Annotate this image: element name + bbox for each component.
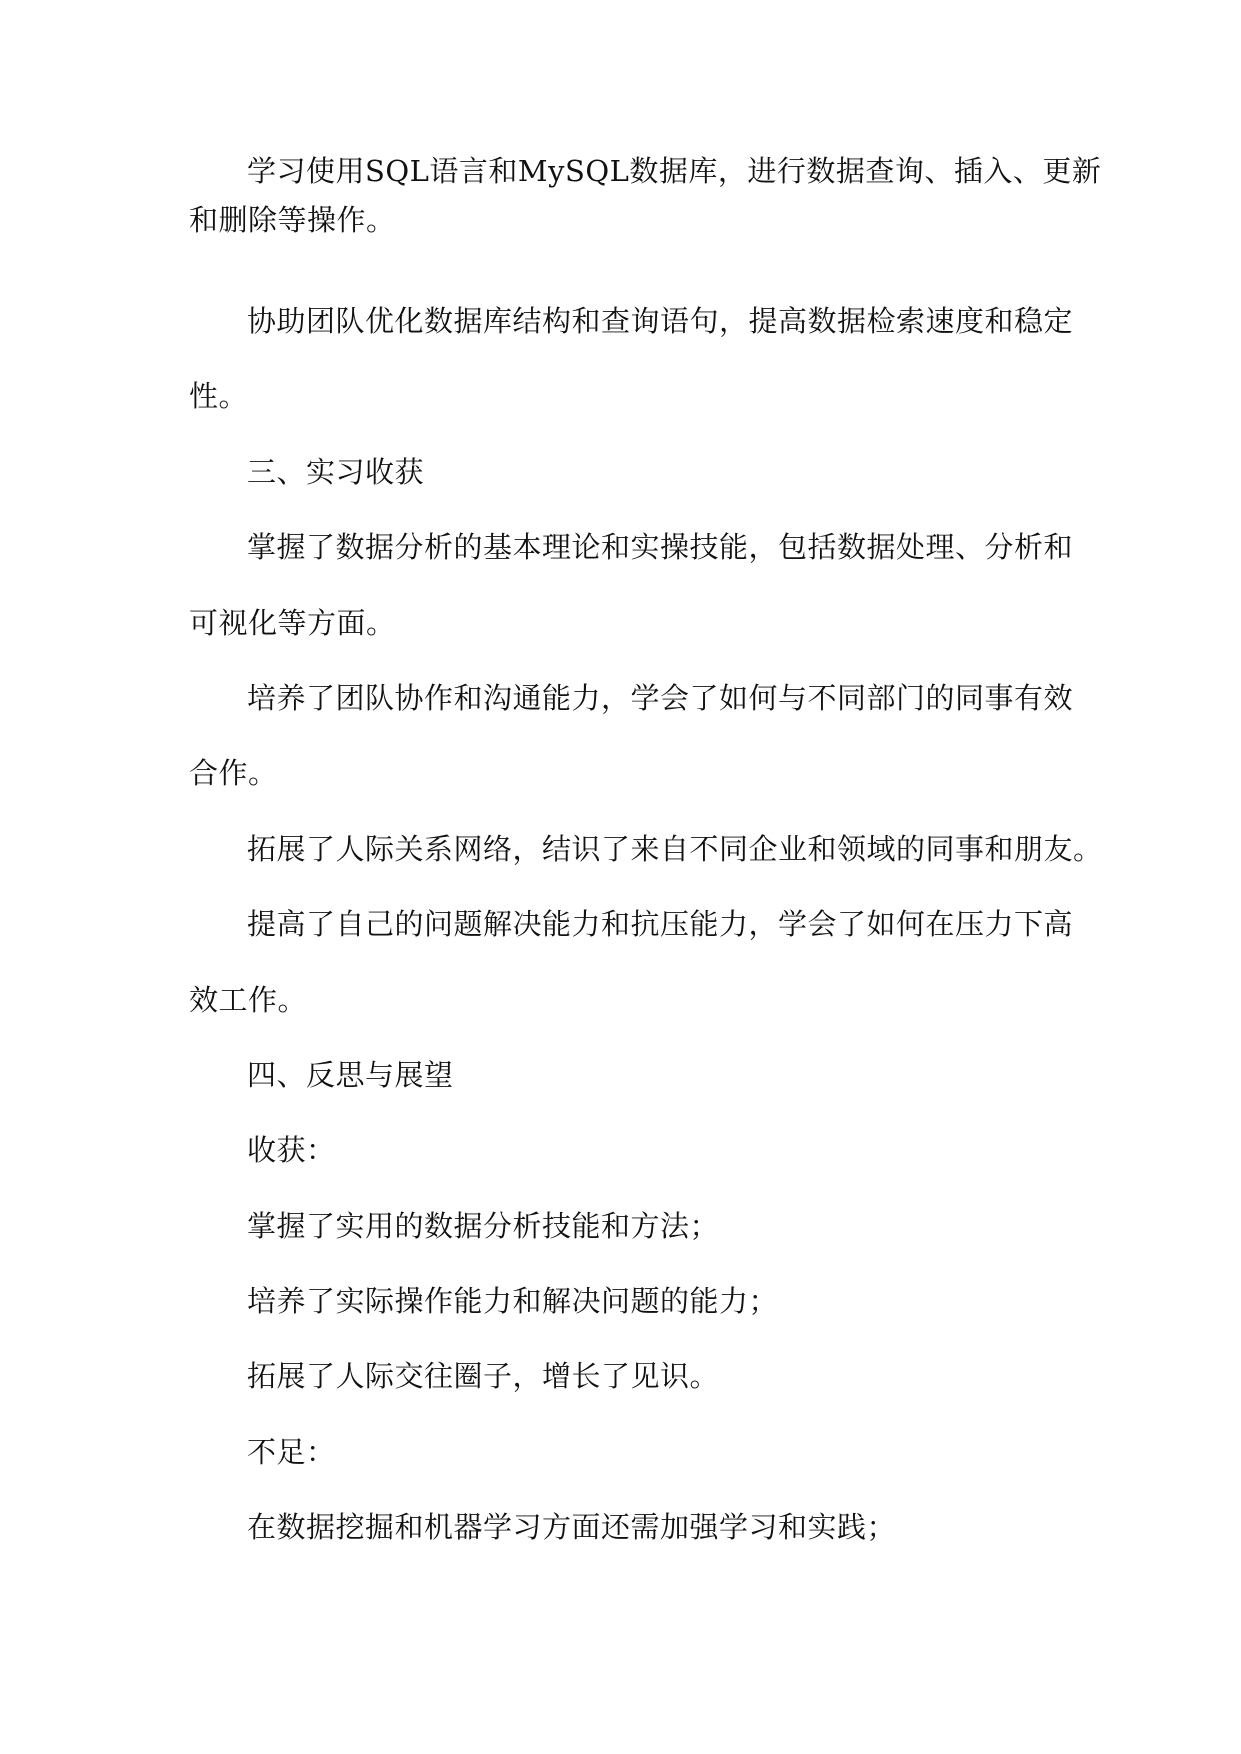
paragraph-skills-line-1: 掌握了数据分析的基本理论和实操技能，包括数据处理、分析和 [247, 530, 1074, 564]
paragraph-teamwork-line-1: 培养了团队协作和沟通能力，学会了如何与不同部门的同事有效 [247, 681, 1074, 715]
list-item-gain-1: 掌握了实用的数据分析技能和方法； [247, 1209, 720, 1243]
paragraph-sql-line-1: 学习使用SQL语言和MySQL数据库，进行数据查询、插入、更新 [247, 154, 1102, 188]
list-item-gain-2: 培养了实际操作能力和解决问题的能力； [247, 1284, 779, 1318]
paragraph-optimize-line-1: 协助团队优化数据库结构和查询语句，提高数据检索速度和稳定 [247, 304, 1074, 338]
paragraph-teamwork-line-2: 合作。 [189, 756, 278, 790]
paragraph-skills-line-2: 可视化等方面。 [189, 606, 396, 640]
paragraph-optimize-line-2: 性。 [189, 379, 249, 413]
paragraph-sql-line-2: 和删除等操作。 [189, 203, 396, 237]
section-heading-4: 四、反思与展望 [247, 1058, 454, 1092]
paragraph-pressure-line-1: 提高了自己的问题解决能力和抗压能力，学会了如何在压力下高 [247, 907, 1074, 941]
subheading-shortcomings: 不足： [247, 1435, 336, 1469]
section-heading-3: 三、实习收获 [247, 455, 425, 489]
paragraph-network: 拓展了人际关系网络，结识了来自不同企业和领域的同事和朋友。 [247, 832, 1103, 866]
list-item-gain-3: 拓展了人际交往圈子，增长了见识。 [247, 1359, 720, 1393]
list-item-shortcoming-1: 在数据挖掘和机器学习方面还需加强学习和实践； [247, 1510, 897, 1544]
subheading-gains: 收获： [247, 1133, 336, 1167]
paragraph-pressure-line-2: 效工作。 [189, 983, 308, 1017]
